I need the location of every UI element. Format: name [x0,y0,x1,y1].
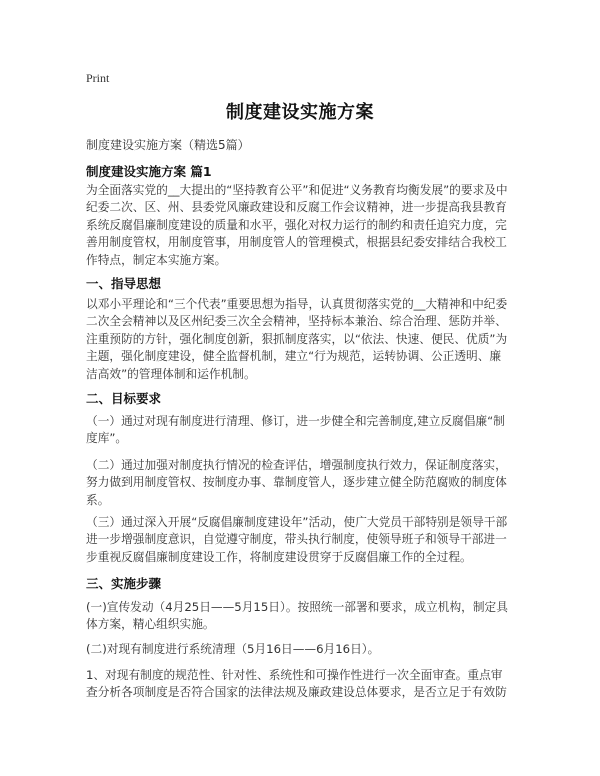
text-line: 纪委二次、区、州、县委党风廉政建设和反腐工作会议精神，进一步提高我县教育 [86,200,507,215]
section-3-paragraph-1 [86,599,518,634]
print-label[interactable]: Print [86,71,110,85]
text-line: 作特点，制定本实施方案。 [86,252,227,267]
text-line: 洁高效”的管理体制和运作机制。 [86,366,256,381]
section-3-paragraph-3 [86,667,518,702]
text-line: 二次全会精神以及区州纪委三次全会精神，坚持标本兼治、综合治理、惩防并举、 [86,314,507,329]
text-line: (一)宣传发动（4月25日——5月15日）。按照统一部署和要求，成立机构，制定具 [86,600,508,614]
text-line: 为全面落实党的__大提出的“坚持教育公平”和促进“义务教育均衡发展”的要求及中 [86,183,508,197]
text-line: 进一步增强制度意识，自觉遵守制度，带头执行制度，使领导班子和领导干部进一 [86,532,507,547]
text-line: 体方案，精心组织实施。 [86,617,215,632]
text-line: 系统反腐倡廉制度建设的质量和水平，强化对权力运行的制约和责任追究力度，完 [86,217,507,232]
section-3-heading: 三、实施步骤 [86,576,162,591]
text-line: （二）通过加强对制度执行情况的检查评估，增强制度执行效力，保证制度落实， [86,458,507,472]
text-line: 注重预防的方针，强化制度创新，狠抓制度落实，以“依法、快速、便民、优质”为 [86,331,508,346]
text-line: 步重视反腐倡廉制度建设工作，将制度建设贯穿于反腐倡廉工作的全过程。 [86,549,472,564]
text-line: 主题，强化制度建设，健全监督机制，建立“行为规范，运转协调、公正透明、廉 [86,349,502,364]
intro-paragraph [86,182,518,269]
document-subtitle: 制度建设实施方案（精选5篇） [86,138,250,152]
text-line: (二)对现有制度进行系统清理（5月16日——6月16日）。 [86,642,380,656]
text-line: 度库”。 [86,431,128,446]
text-line: （三）通过深入开展“反腐倡廉制度建设年”活动，使广大党员干部特别是领导干部 [86,515,508,529]
section-1-paragraph [86,296,518,383]
text-line: （一）通过对现有制度进行清理、修订，进一步健全和完善制度,建立反腐倡廉“制 [86,414,505,428]
section-1-heading: 一、指导思想 [86,276,162,291]
text-line: 系。 [86,492,110,507]
chapter-heading: 制度建设实施方案 篇1 [86,164,212,179]
text-line: 努力做到用制度管权、按制度办事、靠制度管人，逐步建立健全防范腐败的制度体 [86,475,507,490]
text-line: 以邓小平理论和“三个代表”重要思想为指导，认真贯彻落实党的__大精神和中纪委 [86,297,508,311]
section-2-paragraph-2 [86,457,518,509]
section-2-heading: 二、目标要求 [86,391,162,406]
text-line: 查分析各项制度是否符合国家的法律法规及廉政建设总体要求，是否立足于有效防 [86,685,507,700]
document-title: 制度建设实施方案 [226,102,374,123]
section-2-paragraph-3 [86,514,518,566]
text-line: 善用制度管权，用制度管事，用制度管人的管理模式，根据县纪委安排结合我校工 [86,235,507,250]
section-2-paragraph-1 [86,413,518,448]
text-line: 1、对现有制度的规范性、针对性、系统性和可操作性进行一次全面审查。重点审 [86,668,503,682]
section-3-paragraph-2 [86,641,518,658]
